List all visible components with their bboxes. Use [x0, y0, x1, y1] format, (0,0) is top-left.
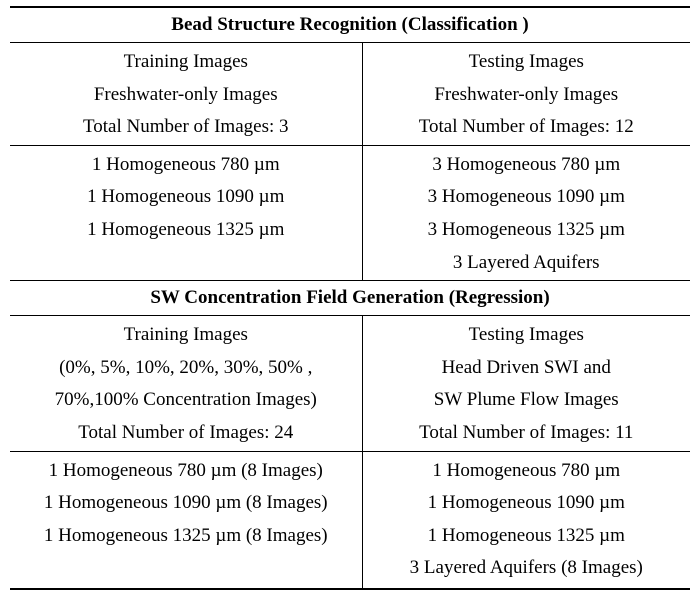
section1-test-item: 3 Layered Aquifers [452, 251, 600, 273]
section2-test-header-line: Total Number of Images: 11 [419, 421, 634, 443]
section2-test-item: 1 Homogeneous 1090 µm [427, 492, 625, 514]
section2-train-header-line: Total Number of Images: 24 [78, 421, 294, 443]
section2-test-item: 1 Homogeneous 1325 µm [427, 524, 625, 546]
section1-items-row [10, 145, 690, 280]
section2-items-row [10, 451, 690, 589]
section1-test-header-line: Testing Images [468, 51, 584, 72]
section2-title: SW Concentration Field Generation (Regression) [10, 281, 690, 316]
section2-test-header-line: SW Plume Flow Images [433, 389, 619, 411]
section2-train-header [10, 316, 362, 451]
section2-train-item: 1 Homogeneous 780 µm (8 Images) [48, 459, 323, 481]
section1-train-item: 1 Homogeneous 1325 µm [87, 218, 285, 240]
section2-train-header-line: Training Images [123, 324, 248, 346]
section2-test-header-line: Head Driven SWI and [441, 356, 611, 378]
section1-title: Bead Structure Recognition (Classification ) [10, 8, 690, 43]
section1-test-header-line: Total Number of Images: 12 [418, 116, 634, 138]
section2-test-items [362, 451, 690, 589]
section2-train-items [10, 451, 362, 589]
section1-train-header [10, 43, 362, 145]
section2-title-row [10, 281, 690, 317]
section1-title-row [10, 7, 690, 43]
section2-test-item: 3 Layered Aquifers (8 Images) [409, 557, 643, 579]
section1-header-row [10, 43, 690, 145]
section1-train-item: 1 Homogeneous 780 µm [91, 153, 280, 175]
section1-test-item: 3 Homogeneous 780 µm [432, 153, 621, 175]
section1-test-items [362, 145, 690, 280]
section2-test-item: 1 Homogeneous 780 µm [432, 459, 621, 481]
section1-train-header-line: Total Number of Images: 3 [82, 116, 289, 138]
dataset-table [10, 6, 690, 590]
section1-test-item: 3 Homogeneous 1090 µm [427, 186, 625, 208]
section2-header-row [10, 316, 690, 451]
section2-train-header-line: (0%, 5%, 10%, 20%, 30%, 50% , [59, 356, 313, 378]
section2-train-item: 1 Homogeneous 1090 µm (8 Images) [43, 492, 328, 514]
section2-test-header-line: Testing Images [468, 324, 584, 346]
section1-train-header-line: Freshwater-only Images [93, 83, 278, 105]
section1-test-item: 3 Homogeneous 1325 µm [427, 218, 625, 240]
section1-test-header-line: Freshwater-only Images [434, 83, 619, 105]
section2-test-header [362, 316, 690, 451]
section1-train-items [10, 145, 362, 280]
section1-train-item: 1 Homogeneous 1090 µm [87, 186, 285, 208]
section2-train-item: 1 Homogeneous 1325 µm (8 Images) [43, 524, 328, 546]
section2-train-header-line: 70%,100% Concentration Images) [54, 389, 317, 411]
section1-train-header-line: Training Images [123, 51, 248, 72]
section1-test-header [362, 43, 690, 145]
